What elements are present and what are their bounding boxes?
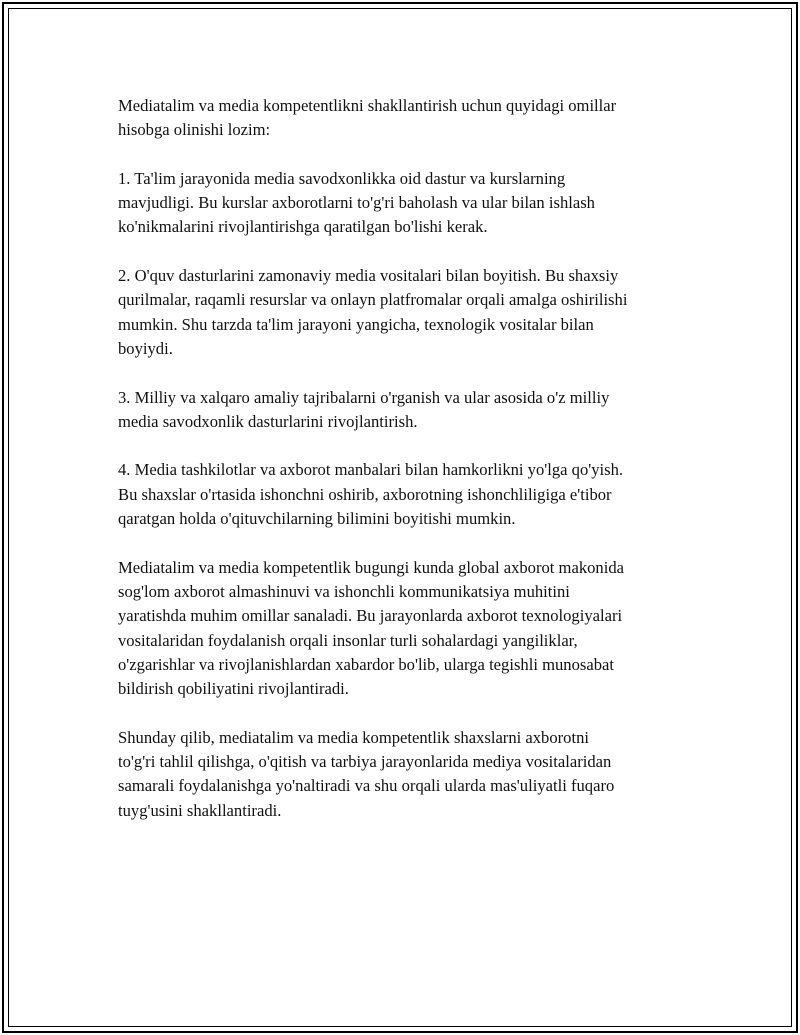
list-item-3: 3. Milliy va xalqaro amaliy tajribalarni o'rganish va ular asosida o'z milliy media savodxonlik dasturlarini rivojlantirish. bbox=[118, 387, 610, 431]
conclusion-paragraph: Shunday qilib, mediatalim va media kompetentlik shaxslarni axborotni to'g'ri tahlil qilishga, o'qitish va tarbiya jarayonlarida mediya vositalaridan samarali foydalanishga yo'naltiradi va shu orqali ularda mas'uliyatli fuqaro tuyg'usini shakllantiradi. bbox=[118, 727, 615, 820]
intro-paragraph: Mediatalim va media kompetentlikni shakllantirish uchun quyidagi omillar hisobga olinishi lozim: bbox=[118, 96, 617, 140]
body-paragraph: Mediatalim va media kompetentlik bugungi kunda global axborot makonida sog'lom axborot almashinuvi va ishonchli kommunikatsiya muhitini yaratishda muhim omillar sanaladi. Bu jarayonlarda axborot texnologiyalari vositalaridan foydalanish orqali insonlar turli sohalardagi yangiliklar, o'zgarishlar va rivojlanishlardan xabardor bo'lib, ularga tegishli munosabat bildirish qobiliyatini rivojlantiradi. bbox=[118, 557, 624, 699]
list-item-1: 1. Ta'lim jarayonida media savodxonlikka oid dastur va kurslarning mavjudligi. Bu kurslar axborotlarni to'g'ri baholash va ular bilan ishlash ko'nikmalarini rivojlantirishga qaratilgan bo'lishi kerak. bbox=[118, 168, 595, 237]
list-item-2: 2. O'quv dasturlarini zamonaviy media vositalari bilan boyitish. Bu shaxsiy qurilmalar, raqamli resurslar va onlayn platfromalar orqali amalga oshirilishi mumkin. Shu tarzda ta'lim jarayoni yangicha, texnologik vositalar bilan boyiydi. bbox=[118, 266, 628, 358]
list-item-4: 4. Media tashkilotlar va axborot manbalari bilan hamkorlikni yo'lga qo'yish. Bu shaxslar o'rtasida ishonchni oshirib, axborotning ishonchliligiga e'tibor qaratgan holda o'qituvchilarning bilimini boyitishi mumkin. bbox=[118, 460, 624, 529]
document-body bbox=[118, 94, 703, 847]
